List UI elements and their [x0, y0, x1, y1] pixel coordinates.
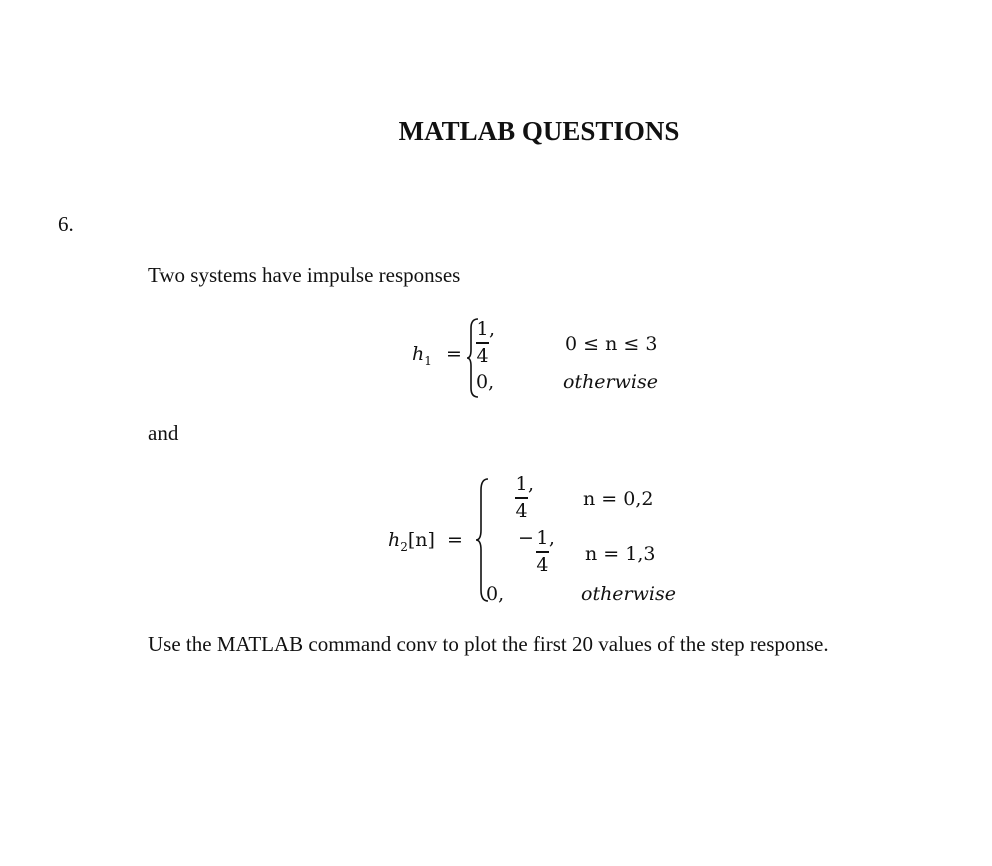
h2-case3-value: 0, [486, 583, 505, 605]
h2-case2-denominator: 4 [536, 553, 549, 576]
h2-case2-value [518, 527, 555, 575]
h2-case2-sign: − [518, 527, 534, 549]
h2-case2-condition: n = 1,3 [585, 543, 656, 565]
connector-text: and [148, 421, 179, 445]
page-title: MATLAB QUESTIONS [398, 116, 680, 146]
h2-case1-denominator: 4 [515, 499, 528, 522]
h1-subscript: 1 [424, 353, 432, 368]
h2-case2-numerator: 1 [536, 527, 549, 549]
h2-case1-value [515, 473, 534, 521]
question-number: 6. [58, 212, 74, 236]
intro-text: Two systems have impulse responses [148, 263, 461, 287]
h1-lhs [412, 343, 462, 368]
h1-case1-value [476, 318, 495, 366]
h2-symbol: h [388, 529, 401, 551]
h2-case1-numerator: 1 [515, 473, 528, 495]
h1-case1-punct: , [489, 318, 496, 340]
h1-case2-value: 0, [476, 371, 495, 393]
h2-argument: [n] [407, 529, 435, 551]
h2-case2-punct: , [548, 527, 555, 549]
fraction-bar [476, 342, 489, 344]
h2-case1-condition: n = 0,2 [583, 488, 654, 510]
h2-case1-punct: , [528, 473, 535, 495]
h2-subscript: 2 [400, 539, 408, 554]
h2-case3-condition: otherwise [581, 583, 676, 605]
h1-case1-denominator: 4 [476, 344, 489, 367]
h1-symbol: h [412, 343, 425, 365]
fraction-bar [515, 497, 528, 499]
h1-case2-condition: otherwise [563, 371, 658, 393]
instruction-text: Use the MATLAB command conv to plot the first 20 values of the step response. [148, 632, 829, 656]
fraction-bar [536, 551, 549, 553]
h2-lhs [388, 529, 463, 554]
h1-case1-condition: 0 ≤ n ≤ 3 [565, 333, 658, 355]
h2-equals: = [447, 529, 463, 551]
h1-equals: = [445, 343, 462, 365]
h1-case1-numerator: 1 [476, 318, 489, 340]
